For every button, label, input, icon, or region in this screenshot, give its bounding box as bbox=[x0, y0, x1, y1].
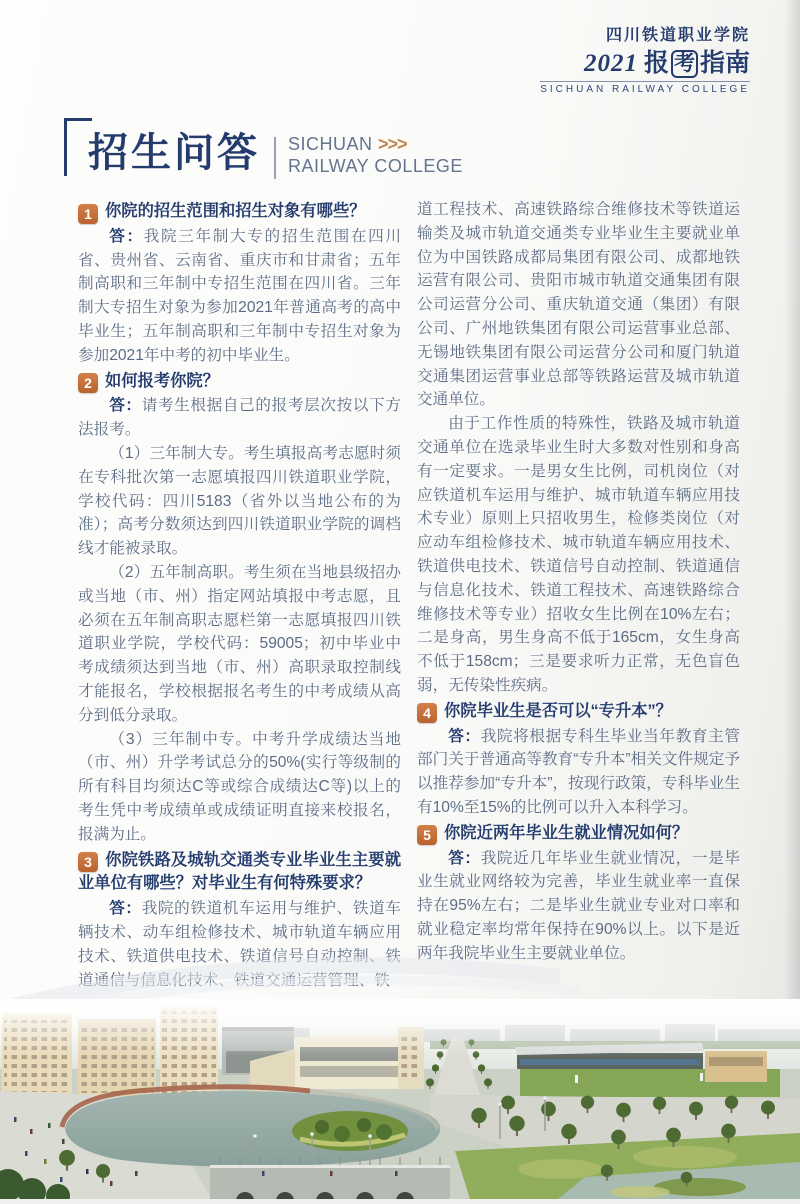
answer-lead: 答： bbox=[109, 397, 142, 415]
guide-title-boxed-char: 考 bbox=[671, 50, 698, 78]
answer-lead: 答： bbox=[448, 849, 481, 867]
chevrons-icon: >>> bbox=[378, 134, 407, 154]
qa-content bbox=[78, 198, 740, 992]
question-heading bbox=[78, 370, 401, 394]
campus-photo bbox=[0, 999, 800, 1199]
subtitle-line2: RAILWAY COLLEGE bbox=[288, 156, 463, 176]
question-text: 你院毕业生是否可以“专升本”？ bbox=[444, 701, 672, 720]
question-heading bbox=[78, 200, 401, 224]
header-guide-title bbox=[540, 49, 750, 78]
subtitle-line1: SICHUAN bbox=[288, 134, 373, 154]
body-paragraph: 由于工作性质的特殊性，铁路及城市轨道交通单位在选录毕业生时大多数对性别和身高有一定要求。一是男女生比例，司机岗位（对应铁道机车运用与维护、城市轨道车辆应用技术专业）原则上只招收男生，检修类岗位（对应动车组检修技术、城市轨道车辆应用技术、铁道供电技术、铁道信号自动控制、铁道通信与信息化技术、铁道工程技术、高速铁路综合维修技术等专业）招收女生比例在10%左右；二是身高，男生身高不低于165cm，女生身高不低于158cm；三是要求听力正常，无色盲色弱，无传染性疾病。 bbox=[417, 415, 740, 694]
answer-paragraph: 答：我院近几年毕业生就业情况，一是毕业生就业网络较为完善，毕业生就业率一直保持在95%左右；二是毕业生就业专业对口率和就业稳定率均常年保持在90%以上。以下是近两年我院毕业生主要就业单位。 bbox=[417, 849, 740, 962]
header bbox=[540, 22, 750, 97]
body-paragraph: 道工程技术、高速铁路综合维修技术等铁道运输类及城市轨道交通类专业毕业生主要就业单位为中国铁路成都局集团有限公司、成都地铁运营有限公司、贵阳市城市轨道交通集团有限公司运营分公司、重庆轨道交通（集团）有限公司、广州地铁集团有限公司运营事业总部、无锡地铁集团有限公司运营分公司和厦门轨道交通集团运营事业总部等铁路运营及城市轨道交通单位。 bbox=[417, 201, 740, 409]
guide-year: 2021 bbox=[583, 50, 638, 77]
corner-bracket-decoration bbox=[64, 118, 92, 176]
question-number-badge: 1 bbox=[78, 204, 98, 224]
header-school-name: 四川铁道职业学院 bbox=[605, 27, 750, 44]
photo-top-fade bbox=[0, 999, 800, 1057]
section-subtitle bbox=[288, 133, 463, 177]
body-paragraph: （3）三年制中专。中考升学成绩达当地（市、州）升学考试总分的50%(实行等级制的所有科目均须达C等或综合成绩达C等)以上的考生凭中考成绩单或成绩证明直接来校报名，报满为止。 bbox=[78, 730, 401, 843]
question-number-badge: 3 bbox=[78, 852, 98, 872]
section-title-block bbox=[64, 118, 463, 179]
answer-paragraph: 答：我院的铁道机车运用与维护、铁道车辆技术、动车组检修技术、城市轨道车辆应用技术、铁道供电技术、铁道信号自动控制、铁道通信与信息化技术、铁道交通运营管理、铁 bbox=[78, 900, 401, 989]
qa-left-column bbox=[78, 198, 401, 992]
answer-paragraph: 答：请考生根据自己的报考层次按以下方法报考。 bbox=[78, 397, 401, 439]
question-text: 你院近两年毕业生就业情况如何？ bbox=[444, 823, 689, 842]
page-title: 招生问答 bbox=[88, 131, 260, 175]
question-text: 你院铁路及城轨交通类专业毕业生主要就业单位有哪些？对毕业生有何特殊要求？ bbox=[78, 850, 401, 893]
guide-title-pre: 报 bbox=[643, 49, 669, 77]
answer-paragraph: 答：我院将根据专科生毕业当年教育主管部门关于普通高等教育“专升本”相关文件规定予以推荐参加“专升本”，按现行政策，专科毕业生有10%至15%的比例可以升入本科学习。 bbox=[417, 727, 740, 816]
answer-lead: 答： bbox=[109, 227, 144, 245]
guide-title-post: 指南 bbox=[699, 49, 750, 77]
question-heading bbox=[417, 822, 740, 846]
body-paragraph: （2）五年制高职。考生须在当地县级招办或当地（市、州）指定网站填报中考志愿，且必须在五年制高职志愿栏第一志愿填报四川铁道职业学院，学校代码：59005；初中毕业中考成绩须达到当地（市、州）高职录取控制线才能报名，学校根据报名考生的中考成绩从高分到低分录取。 bbox=[78, 563, 401, 724]
qa-right-column bbox=[417, 198, 740, 992]
answer-lead: 答： bbox=[448, 727, 481, 745]
header-college-en: SICHUAN RAILWAY COLLEGE bbox=[540, 81, 750, 95]
question-text: 如何报考你院？ bbox=[105, 371, 219, 390]
title-divider bbox=[274, 137, 276, 179]
question-text: 你院的招生范围和招生对象有哪些？ bbox=[105, 202, 366, 220]
lake-island bbox=[292, 1111, 408, 1151]
body-paragraph: （1）三年制大专。考生填报高考志愿时须在专科批次第一志愿填报四川铁道职业学院，学校代码：四川5183（省外以当地公布的为准）；高考分数须达到四川铁道职业学院的调档线才能被录取。 bbox=[78, 444, 401, 558]
question-heading bbox=[78, 849, 401, 897]
question-heading bbox=[417, 700, 740, 724]
page-edge-shadow bbox=[784, 0, 800, 1010]
question-number-badge: 4 bbox=[417, 703, 437, 723]
answer-lead: 答： bbox=[109, 900, 142, 918]
answer-paragraph: 答：我院三年制大专的招生范围在四川省、贵州省、云南省、重庆市和甘肃省；五年制高职和三年制中专招生范围在四川省。三年制大专招生对象为参加2021年普通高考的高中毕业生；五年制高职和三年制中专招生对象为参加2021年中考的初中毕业生。 bbox=[78, 227, 401, 364]
question-number-badge: 2 bbox=[78, 373, 98, 393]
question-number-badge: 5 bbox=[417, 825, 437, 845]
